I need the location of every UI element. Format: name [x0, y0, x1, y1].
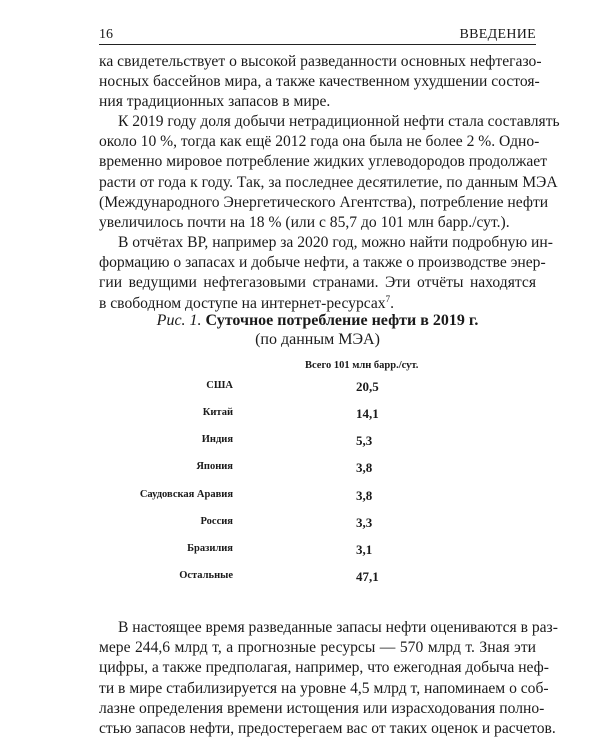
figure-subtitle: (по данным МЭА): [255, 331, 380, 348]
chart-category: Китай: [202, 407, 233, 418]
chart-row: [99, 407, 536, 423]
chart-row: [99, 570, 536, 586]
chart-category: Бразилия: [187, 543, 233, 554]
text-line: увеличилось почти на 18 % (или с 85,7 до 101 млн барр./сут.).: [99, 214, 510, 232]
figure-caption: [99, 311, 536, 349]
figure-title-line: [99, 311, 536, 330]
figure-label: Рис. 1.: [156, 312, 202, 329]
chart-category: Саудовская Аравия: [139, 489, 233, 500]
text-line: В отчётах BP, например за 2020 год, можно найти подробную ин-: [118, 234, 553, 251]
chart-category: Индия: [201, 434, 233, 445]
text-line: ка свидетельствует о высокой разведанности основных нефтегазо-: [99, 53, 542, 70]
chart-value: 5,3: [356, 433, 373, 448]
figure-total-label: Всего 101 млн барр./сут.: [305, 360, 419, 371]
text-line: стью запасов нефти, предостерегаем вас от таких оценок и расчетов.: [99, 720, 556, 738]
text-line: (Международного Энергетического Агентства), потребление нефти: [99, 193, 549, 211]
chart-value: 3,3: [356, 515, 373, 530]
paragraph-2: [99, 112, 560, 233]
text-line: В настоящее время разведанные запасы нефти оцениваются в раз-: [118, 619, 558, 636]
footnote-reference[interactable]: 7: [385, 293, 391, 304]
chart-row: [99, 380, 536, 396]
text-fragment: .: [390, 294, 394, 312]
chart-category: США: [206, 380, 233, 391]
chart-value: 14,1: [356, 406, 379, 421]
page-number: 16: [99, 27, 113, 42]
text-line: формацию о запасах и добыче нефти, а также о производстве энер-: [99, 254, 546, 272]
figure-title: Суточное потребление нефти в 2019 г.: [205, 312, 479, 329]
chart-value: 47,1: [356, 569, 379, 584]
chart-category: Россия: [200, 516, 233, 527]
chart-value: 3,8: [356, 488, 373, 503]
chart-value: 3,1: [356, 542, 373, 557]
text-line: ти в мире стабилизируется на уровне 4,5 млрд т, напоминаем о соб-: [99, 679, 549, 697]
chart-row: [99, 543, 536, 559]
text-line: около 10 %, тогда как ещё 2012 года она была не более 2 %. Одно-: [99, 133, 540, 151]
text-line: мере 244,6 млрд т, а прогнозные ресурсы — 570 млрд т. Зная эти: [99, 639, 536, 657]
chart-row: [99, 461, 536, 477]
chart-category: Остальные: [179, 570, 233, 581]
text-line: носных бассейнов мира, а также качественном ухудшении состоя-: [99, 73, 540, 91]
paragraph-1: [99, 52, 542, 113]
text-line: гии ведущими нефтегазовыми странами. Эти отчёты находятся: [99, 274, 536, 292]
chart-category: Япония: [196, 461, 233, 472]
section-title: ВВЕДЕНИЕ: [459, 27, 536, 42]
text-line: цифры, а также предполагая, например, что ежегодная добыча неф-: [99, 659, 549, 677]
text-line: лазне определения времени истощения или израсходования полно-: [99, 699, 545, 717]
chart-value: 20,5: [356, 379, 379, 394]
running-header: [99, 26, 536, 45]
chart-row: [99, 489, 536, 505]
text-line: временно мировое потребление жидких углеводородов продолжает: [99, 153, 548, 171]
text-line: К 2019 году доля добычи нетрадиционной нефти стала составлять: [118, 113, 560, 130]
chart-row: [99, 516, 536, 532]
paragraph-4: [99, 618, 558, 739]
paragraph-3: [99, 233, 553, 314]
text-line: ния традиционных запасов в мире.: [99, 93, 331, 111]
chart-value: 3,8: [356, 460, 373, 475]
text-fragment: в свободном доступе на интернет-ресурсах: [99, 294, 386, 312]
text-line: расти от года к году. Так, за последнее десятилетие, по данным МЭА: [99, 173, 558, 191]
chart-row: [99, 434, 536, 450]
